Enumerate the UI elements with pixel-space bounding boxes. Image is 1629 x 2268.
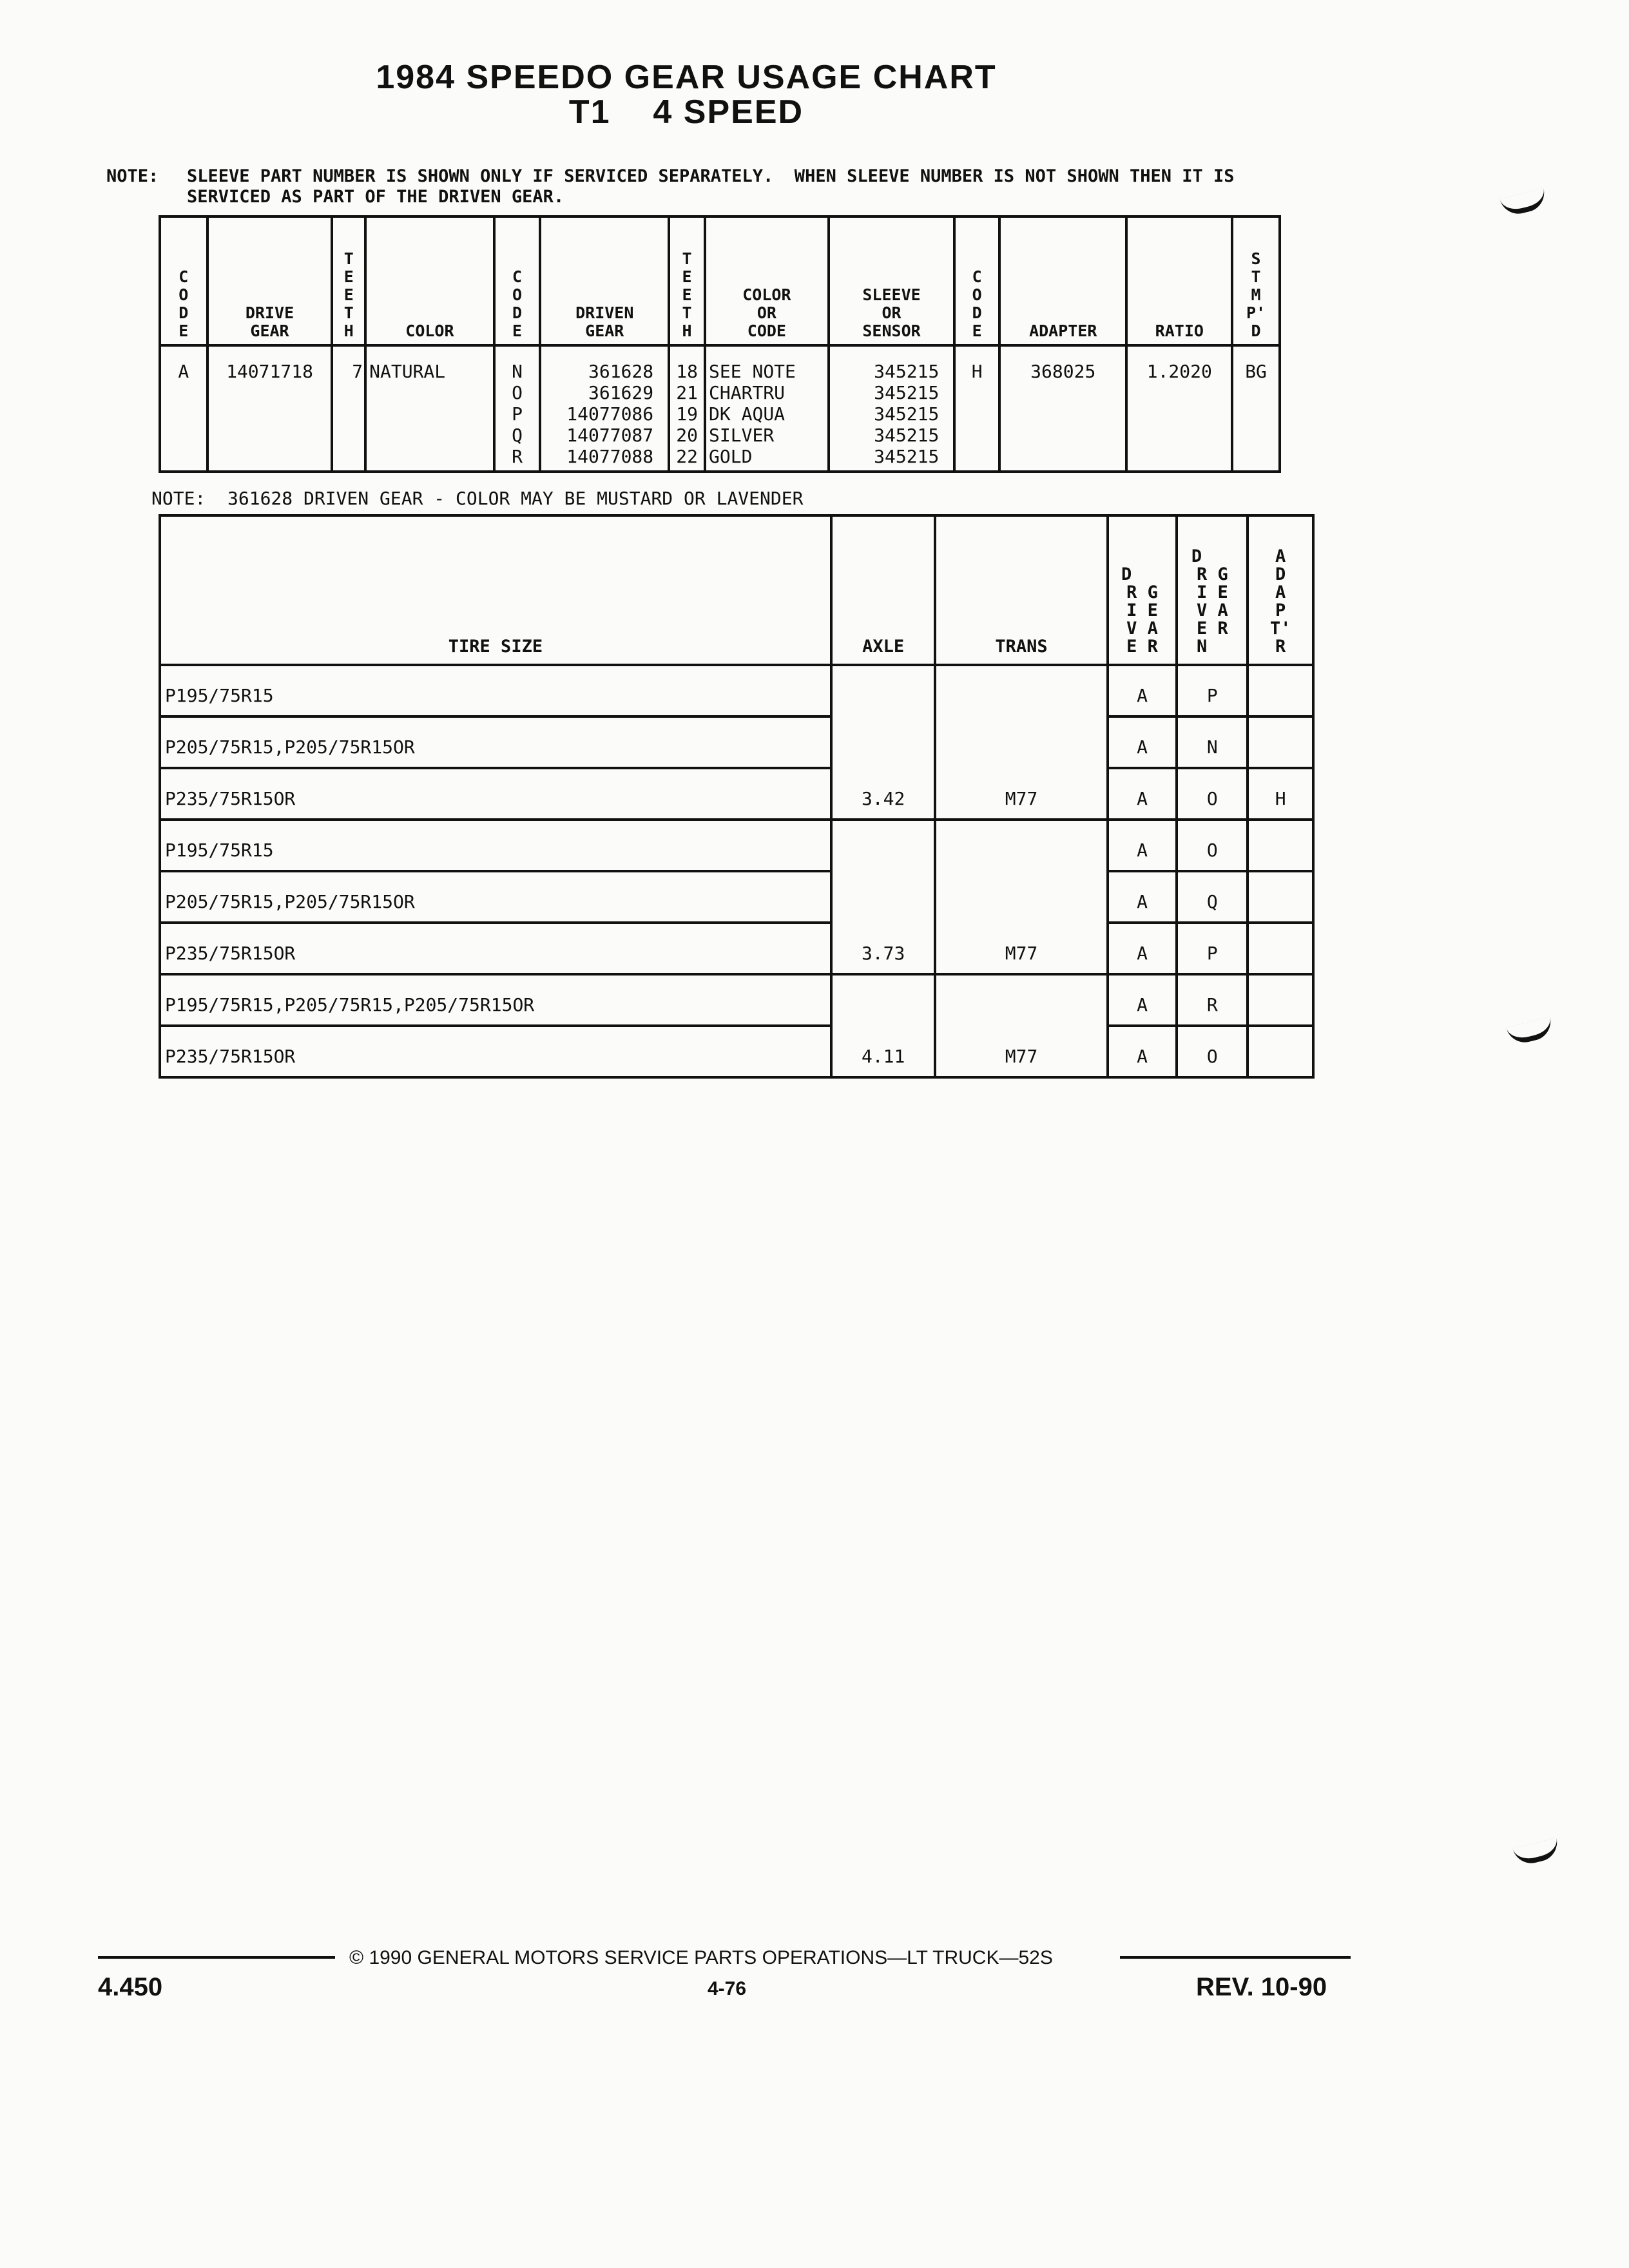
- cell-adapter: [1248, 716, 1313, 768]
- gear-table-row: [160, 345, 1280, 472]
- cell-axle: 3.73: [831, 923, 936, 974]
- header-driven-gear: D R G I E V A E R N: [1177, 515, 1248, 665]
- cell-drive-gear: A: [1108, 820, 1177, 871]
- cell-teeth: 7: [332, 345, 365, 472]
- note-text-line-1: SLEEVE PART NUMBER IS SHOWN ONLY IF SERVICED SEPARATELY. WHEN SLEEVE NUMBER IS NOT SHOWN THEN IT IS: [187, 166, 1235, 186]
- header-sleeve-or-sensor: SLEEVE OR SENSOR: [829, 216, 955, 345]
- cell-ratio: 1.2020: [1126, 345, 1232, 472]
- footer-rule-right: [1120, 1956, 1351, 1959]
- table-row: [160, 871, 1313, 923]
- header-axle: AXLE: [831, 515, 936, 665]
- cell-drive-gear: A: [1108, 665, 1177, 716]
- cell-trans: M77: [935, 768, 1107, 820]
- cell-driven-gear: O: [1177, 768, 1248, 820]
- header-color-or-code: COLOR OR CODE: [705, 216, 829, 345]
- cell-driven-gear: O: [1177, 1026, 1248, 1077]
- cell-adapter: [1248, 1026, 1313, 1077]
- tire-table-header-row: [160, 515, 1313, 665]
- cell-driven-gear: N: [1177, 716, 1248, 768]
- header-code: C O D E: [160, 216, 207, 345]
- header-adapter: ADAPTER: [999, 216, 1126, 345]
- cell-tire-size: P195/75R15,P205/75R15,P205/75R15OR: [160, 974, 831, 1026]
- cell-drive-gear: A: [1108, 923, 1177, 974]
- cell-axle: 4.11: [831, 1026, 936, 1077]
- table-row: [160, 716, 1313, 768]
- cell-adapter: [1248, 871, 1313, 923]
- cell-trans: [935, 716, 1107, 768]
- cell-trans: [935, 974, 1107, 1026]
- footer-rule-left: [98, 1956, 335, 1959]
- header-stamped: S T M P' D: [1232, 216, 1280, 345]
- cell-trans: [935, 665, 1107, 716]
- cell-driven-codes: N O P Q R: [494, 345, 541, 472]
- table-row: [160, 1026, 1313, 1077]
- cell-axle: [831, 820, 936, 871]
- cell-drive-gear: A: [1108, 768, 1177, 820]
- gear-table-header-row: [160, 216, 1280, 345]
- cell-tire-size: P235/75R15OR: [160, 923, 831, 974]
- table-row: [160, 665, 1313, 716]
- section-number: 4.450: [98, 1973, 163, 2001]
- cell-adapter: H: [1248, 768, 1313, 820]
- header-tire-size: TIRE SIZE: [160, 515, 831, 665]
- table-row: [160, 923, 1313, 974]
- cell-adapter: 368025: [999, 345, 1126, 472]
- cell-adapter: [1248, 923, 1313, 974]
- header-ratio: RATIO: [1126, 216, 1232, 345]
- tire-usage-table: [159, 514, 1315, 1079]
- table-row: [160, 820, 1313, 871]
- gear-table: [159, 215, 1281, 473]
- binder-mark-top: [1499, 188, 1548, 218]
- cell-axle: [831, 716, 936, 768]
- cell-trans: [935, 820, 1107, 871]
- cell-tire-size: P205/75R15,P205/75R15OR: [160, 871, 831, 923]
- cell-code: A: [160, 345, 207, 472]
- copyright-notice: © 1990 GENERAL MOTORS SERVICE PARTS OPERATIONS—LT TRUCK—52S: [349, 1947, 1053, 1968]
- chart-subtitle: T1 4 SPEED: [568, 93, 804, 131]
- cell-color: NATURAL: [365, 345, 494, 472]
- revision-label: REV. 10-90: [1196, 1973, 1327, 2001]
- cell-color-codes: SEE NOTE CHARTRU DK AQUA SILVER GOLD: [705, 345, 829, 472]
- page-number: 4-76: [708, 1978, 747, 1999]
- cell-stamped: BG: [1232, 345, 1280, 472]
- cell-sleeves: 345215 345215 345215 345215 345215: [829, 345, 955, 472]
- cell-driven-gears: 361628 361629 14077086 14077087 14077088: [540, 345, 669, 472]
- cell-trans: M77: [935, 923, 1107, 974]
- cell-axle: [831, 665, 936, 716]
- header-drive-gear: D R G I E V A E R: [1108, 515, 1177, 665]
- cell-driven-teeth: 18 21 19 20 22: [669, 345, 705, 472]
- header-color: COLOR: [365, 216, 494, 345]
- header-adapter: A D A P T' R: [1248, 515, 1313, 665]
- cell-drive-gear: A: [1108, 871, 1177, 923]
- header-teeth: T E E T H: [332, 216, 365, 345]
- cell-driven-gear: O: [1177, 820, 1248, 871]
- cell-tire-size: P205/75R15,P205/75R15OR: [160, 716, 831, 768]
- cell-tire-size: P235/75R15OR: [160, 768, 831, 820]
- table-row: [160, 768, 1313, 820]
- chart-title: 1984 SPEEDO GEAR USAGE CHART: [376, 59, 997, 96]
- binder-mark-bottom: [1512, 1838, 1561, 1867]
- cell-driven-gear: Q: [1177, 871, 1248, 923]
- table-row: [160, 974, 1313, 1026]
- cell-trans: M77: [935, 1026, 1107, 1077]
- cell-axle: 3.42: [831, 768, 936, 820]
- header-adapter-code: C O D E: [954, 216, 999, 345]
- header-drive-gear: DRIVE GEAR: [207, 216, 333, 345]
- cell-drive-gear: A: [1108, 974, 1177, 1026]
- cell-driven-gear: P: [1177, 923, 1248, 974]
- cell-axle: [831, 974, 936, 1026]
- header-driven-gear: DRIVEN GEAR: [540, 216, 669, 345]
- cell-adapter-code: H: [954, 345, 999, 472]
- cell-tire-size: P195/75R15: [160, 665, 831, 716]
- note-label: NOTE:: [106, 166, 159, 186]
- cell-axle: [831, 871, 936, 923]
- header-driven-teeth: T E E T H: [669, 216, 705, 345]
- cell-drive-gear: A: [1108, 1026, 1177, 1077]
- cell-drive-gear: A: [1108, 716, 1177, 768]
- cell-trans: [935, 871, 1107, 923]
- header-driven-code: C O D E: [494, 216, 541, 345]
- tire-table-body: [160, 665, 1313, 1077]
- sleeve-note: [106, 166, 1235, 187]
- cell-tire-size: P235/75R15OR: [160, 1026, 831, 1077]
- header-trans: TRANS: [935, 515, 1107, 665]
- cell-drive-gear: 14071718: [207, 345, 333, 472]
- cell-adapter: [1248, 974, 1313, 1026]
- cell-tire-size: P195/75R15: [160, 820, 831, 871]
- cell-adapter: [1248, 665, 1313, 716]
- cell-driven-gear: R: [1177, 974, 1248, 1026]
- note-text-line-2: SERVICED AS PART OF THE DRIVEN GEAR.: [187, 187, 564, 207]
- driven-gear-note: NOTE: 361628 DRIVEN GEAR - COLOR MAY BE MUSTARD OR LAVENDER: [151, 488, 804, 509]
- binder-mark-middle: [1506, 1017, 1554, 1046]
- cell-driven-gear: P: [1177, 665, 1248, 716]
- cell-adapter: [1248, 820, 1313, 871]
